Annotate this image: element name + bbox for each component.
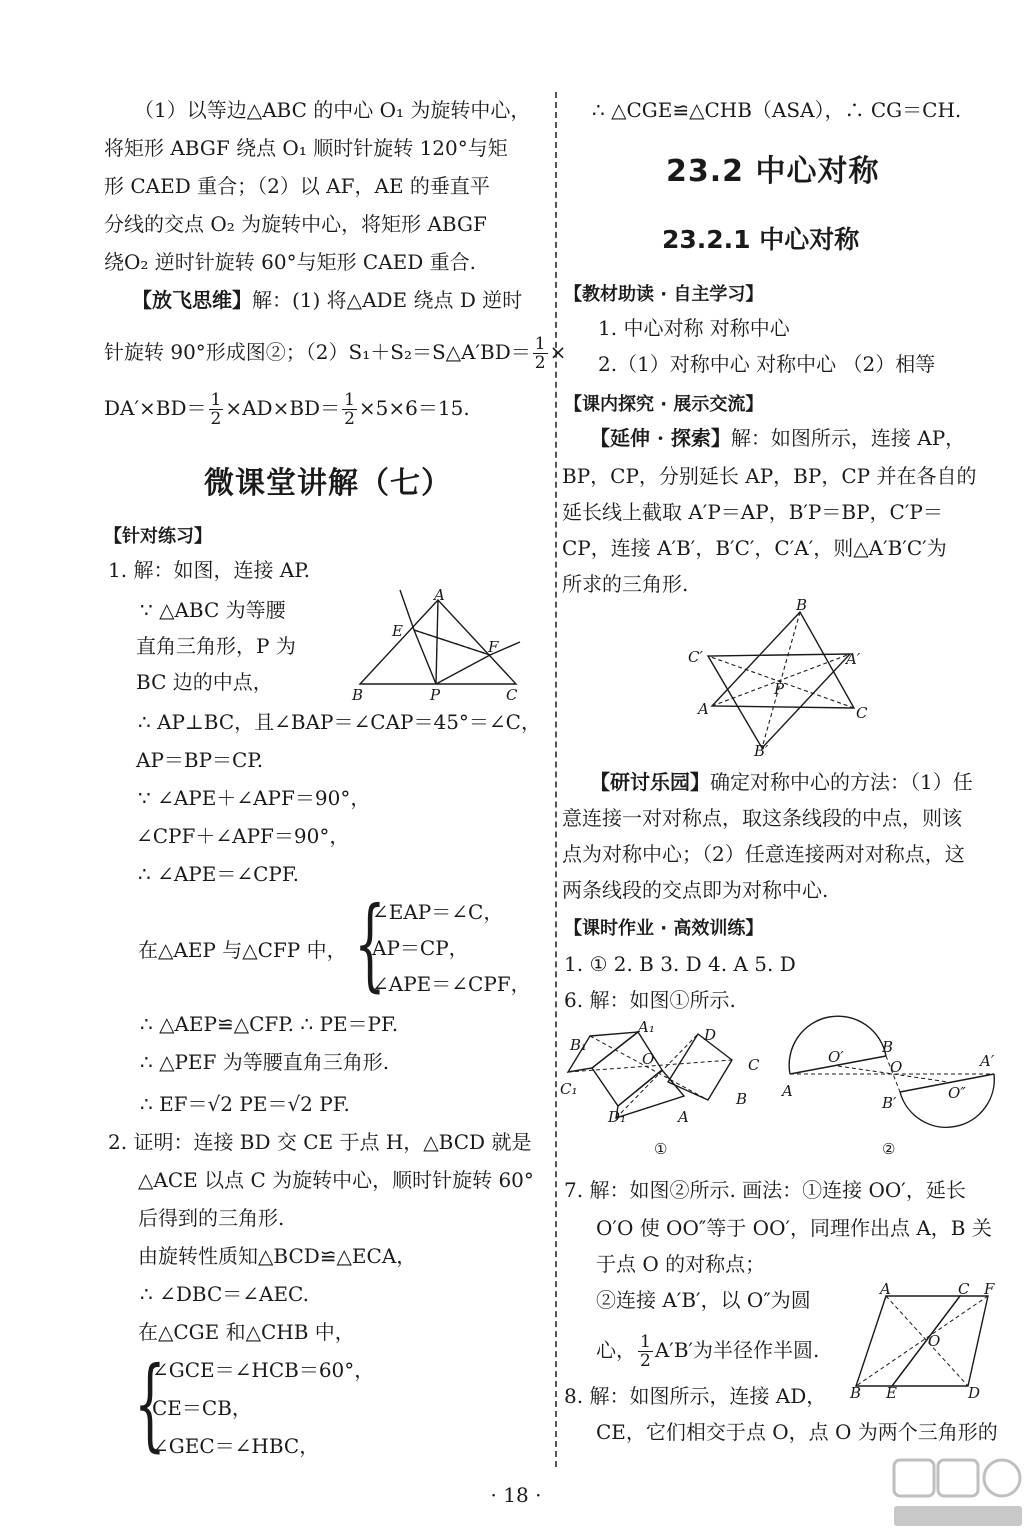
label-B: B bbox=[736, 1090, 748, 1108]
q8-line: 8. 解：如图所示，连接 AD， bbox=[564, 1384, 827, 1408]
yantao-line: 点为对称中心；（2）任意连接两对对称点，这 bbox=[562, 842, 965, 866]
label-F: F bbox=[488, 638, 499, 656]
q1-line: ∴ AP⊥BC，且∠BAP＝∠CAP＝45°＝∠C， bbox=[138, 710, 541, 734]
jiaocai-line: 1. 中心对称 对称中心 bbox=[598, 316, 790, 340]
q1-line: ∴ ∠APE＝∠CPF. bbox=[138, 862, 299, 886]
q2-line: 2. 证明：连接 BD 交 CE 于点 H，△BCD 就是 bbox=[108, 1130, 532, 1154]
yantao-line: 两条线段的交点即为对称中心. bbox=[562, 878, 829, 902]
label-C: C bbox=[506, 686, 518, 704]
label-C: C bbox=[958, 1280, 970, 1298]
text-line: （1）以等边△ABC 的中心 O₁ 为旋转中心， bbox=[134, 98, 531, 122]
label-B: B bbox=[352, 686, 364, 704]
label-A: A bbox=[434, 586, 445, 604]
yantao-line: 意连接一对对称点，取这条线段的中点，则该 bbox=[562, 806, 962, 830]
q1-system-line: AP＝CP， bbox=[372, 936, 469, 960]
label-B: B bbox=[850, 1384, 862, 1402]
yanshen-line: CP，连接 A′B′，B′C′，C′A′，则△A′B′C′为 bbox=[562, 536, 947, 560]
label-O: O bbox=[642, 1050, 655, 1068]
q1-system-line: ∠EAP＝∠C， bbox=[372, 900, 504, 924]
q8-line: CE，它们相交于点 O，点 O 为两个三角形的 bbox=[596, 1420, 998, 1444]
label-O-prime: O′ bbox=[828, 1048, 844, 1066]
q1-end-line: ∴ EF＝√2 PE＝√2 PF. bbox=[140, 1092, 350, 1116]
label-E: E bbox=[392, 622, 403, 640]
answers-line: 1. ① 2. B 3. D 4. A 5. D bbox=[564, 952, 796, 976]
q1-line: 1. 解：如图，连接 AP. bbox=[108, 558, 311, 582]
watermark-logo bbox=[890, 1456, 1026, 1530]
q1-line: BC 边的中点， bbox=[136, 670, 273, 694]
q2-line: ∴ ∠DBC＝∠AEC. bbox=[140, 1282, 309, 1306]
figure-caption-1: ① bbox=[654, 1140, 668, 1158]
figure-isosceles-triangle bbox=[350, 588, 530, 708]
yanshen-line: BP，CP，分别延长 AP，BP，CP 并在各自的 bbox=[562, 464, 977, 488]
q1-line: ∵ △ABC 为等腰 bbox=[140, 598, 286, 622]
fraction: $\frac{1}{2}$ bbox=[210, 390, 222, 429]
figure-rectangles-rotation bbox=[560, 1018, 770, 1162]
yanshen-line: 延长线上截取 A′P＝AP，B′P＝BP，C′P＝ bbox=[562, 500, 943, 524]
q2-line: 后得到的三角形. bbox=[138, 1206, 285, 1230]
yantao-line: 【研讨乐园】确定对称中心的方法：（1）任 bbox=[590, 770, 973, 794]
label-A: A bbox=[678, 1108, 689, 1126]
fraction: $\frac{1}{2}$ bbox=[534, 334, 546, 373]
fangfei-line bbox=[132, 286, 522, 314]
yantao-label: 【研讨乐园】 bbox=[590, 770, 710, 794]
label-C1: C₁ bbox=[560, 1080, 578, 1098]
q2-line: 由旋转性质知△BCD≌△ECA， bbox=[138, 1244, 417, 1268]
q1-end-line: ∴ △PEF 为等腰直角三角形. bbox=[140, 1050, 390, 1074]
q2-system-line: ∠GCE＝∠HCB＝60°， bbox=[152, 1358, 375, 1382]
fraction: $\frac{1}{2}$ bbox=[640, 1332, 651, 1371]
label-A-prime: A′ bbox=[980, 1052, 995, 1070]
figure-parallelogram bbox=[850, 1280, 1010, 1402]
q1-system-line: ∠APE＝∠CPF， bbox=[372, 972, 531, 996]
label-B-prime: B′ bbox=[754, 742, 769, 760]
fangfei-formula-2: DA′×BD＝ $\frac{1}{2}$ ×AD×BD＝ $\frac{1}{2}$ ×5×6＝15. bbox=[104, 390, 470, 429]
label-C-prime: C′ bbox=[688, 648, 703, 666]
label-A: A bbox=[880, 1280, 891, 1298]
yanshen-label: 【延伸 · 探索】 bbox=[590, 426, 731, 450]
yanshen-line: 所求的三角形. bbox=[562, 572, 689, 596]
text-line: 形 CAED 重合；（2）以 AF，AE 的垂直平 bbox=[104, 174, 490, 198]
text-line: 将矩形 ABGF 绕点 O₁ 顺时针旋转 120°与矩 bbox=[104, 136, 508, 160]
brace: { bbox=[134, 1345, 166, 1462]
label-O-double-prime: O″ bbox=[948, 1084, 966, 1102]
yanshen-line: 【延伸 · 探索】解：如图所示，连接 AP， bbox=[590, 426, 966, 450]
figure-caption-2: ② bbox=[882, 1140, 896, 1158]
label-F: F bbox=[984, 1280, 995, 1298]
label-B: B bbox=[796, 596, 808, 614]
label-A-prime: A′ bbox=[846, 650, 861, 668]
section-jiaocai: 【教材助读 · 自主学习】 bbox=[564, 284, 764, 305]
q1-system-prefix: 在△AEP 与△CFP 中， bbox=[138, 938, 347, 962]
label-P: P bbox=[430, 686, 441, 704]
label-C: C bbox=[748, 1056, 760, 1074]
jiaocai-line: 2.（1）对称中心 对称中心 （2）相等 bbox=[598, 352, 936, 376]
section-zhendui: 【针对练习】 bbox=[104, 526, 212, 547]
fraction: $\frac{1}{2}$ bbox=[344, 390, 355, 429]
q7-line: 心， $\frac{1}{2}$ A′B′为半径作半圆. bbox=[596, 1332, 820, 1371]
q2-system-line: ∠GEC＝∠HBC， bbox=[152, 1434, 320, 1458]
section-keshi: 【课时作业 · 高效训练】 bbox=[564, 918, 764, 939]
heading-23-2: 23.2 中心对称 bbox=[666, 154, 880, 189]
q1-end-line: ∴ △AEP≌△CFP. ∴ PE＝PF. bbox=[140, 1012, 399, 1036]
label-O: O bbox=[928, 1332, 941, 1350]
label-A: A bbox=[782, 1082, 793, 1100]
column-divider bbox=[555, 92, 557, 1467]
q6-line: 6. 解：如图①所示. bbox=[564, 988, 736, 1012]
label-A1: A₁ bbox=[638, 1018, 655, 1036]
q1-line: 直角三角形，P 为 bbox=[136, 634, 296, 658]
heading-wkt: 微课堂讲解（七） bbox=[204, 466, 452, 501]
label-B1: B₁ bbox=[570, 1036, 588, 1054]
q7-line: 7. 解：如图②所示. 画法：①连接 OO′，延长 bbox=[564, 1178, 966, 1202]
q7-line: O′O 使 OO″等于 OO′，同理作出点 A，B 关 bbox=[596, 1216, 992, 1240]
fangfei-label: 【放飞思维】 bbox=[132, 288, 252, 312]
label-C: C bbox=[856, 704, 868, 722]
label-D1: D₁ bbox=[608, 1108, 627, 1126]
q1-line: ∵ ∠APE＋∠APF＝90°， bbox=[138, 786, 371, 810]
brace: { bbox=[354, 885, 386, 1002]
label-D: D bbox=[968, 1384, 981, 1402]
label-E: E bbox=[886, 1384, 897, 1402]
figure-semicircles bbox=[782, 1016, 1008, 1162]
section-kenei: 【课内探究 · 展示交流】 bbox=[564, 394, 764, 415]
q2-line: 在△CGE 和△CHB 中， bbox=[138, 1320, 355, 1344]
text-line: 绕O₂ 逆时针旋转 60°与矩形 CAED 重合. bbox=[104, 250, 477, 274]
text-line: ∴ △CGE≌△CHB（ASA），∴ CG＝CH. bbox=[592, 98, 962, 122]
label-O: O bbox=[890, 1058, 903, 1076]
label-D: D bbox=[704, 1026, 717, 1044]
figure-central-symmetry-triangles bbox=[688, 596, 870, 760]
label-A: A bbox=[698, 700, 709, 718]
label-P: P bbox=[774, 680, 785, 698]
page-number: · 18 · bbox=[490, 1483, 542, 1507]
text-line: 分线的交点 O₂ 为旋转中心，将矩形 ABGF bbox=[104, 212, 487, 236]
label-B-prime: B′ bbox=[882, 1094, 897, 1112]
q1-line: AP＝BP＝CP. bbox=[136, 748, 264, 772]
q7-line: 于点 O 的对称点； bbox=[596, 1252, 766, 1276]
fangfei-text: 解：(1) 将△ADE 绕点 D 逆时 bbox=[252, 288, 523, 312]
fangfei-formula-1: 针旋转 90°形成图②；（2）S₁＋S₂＝S△A′BD＝ $\frac{1}{2}$ × bbox=[104, 334, 567, 373]
heading-23-2-1: 23.2.1 中心对称 bbox=[662, 225, 860, 254]
q2-system-line: CE＝CB， bbox=[152, 1396, 252, 1420]
label-B: B bbox=[882, 1038, 894, 1056]
q1-line: ∠CPF＋∠APF＝90°， bbox=[136, 824, 350, 848]
q2-line: △ACE 以点 C 为旋转中心，顺时针旋转 60° bbox=[138, 1168, 534, 1192]
q7-line: ②连接 A′B′，以 O″为圆 bbox=[596, 1288, 811, 1312]
